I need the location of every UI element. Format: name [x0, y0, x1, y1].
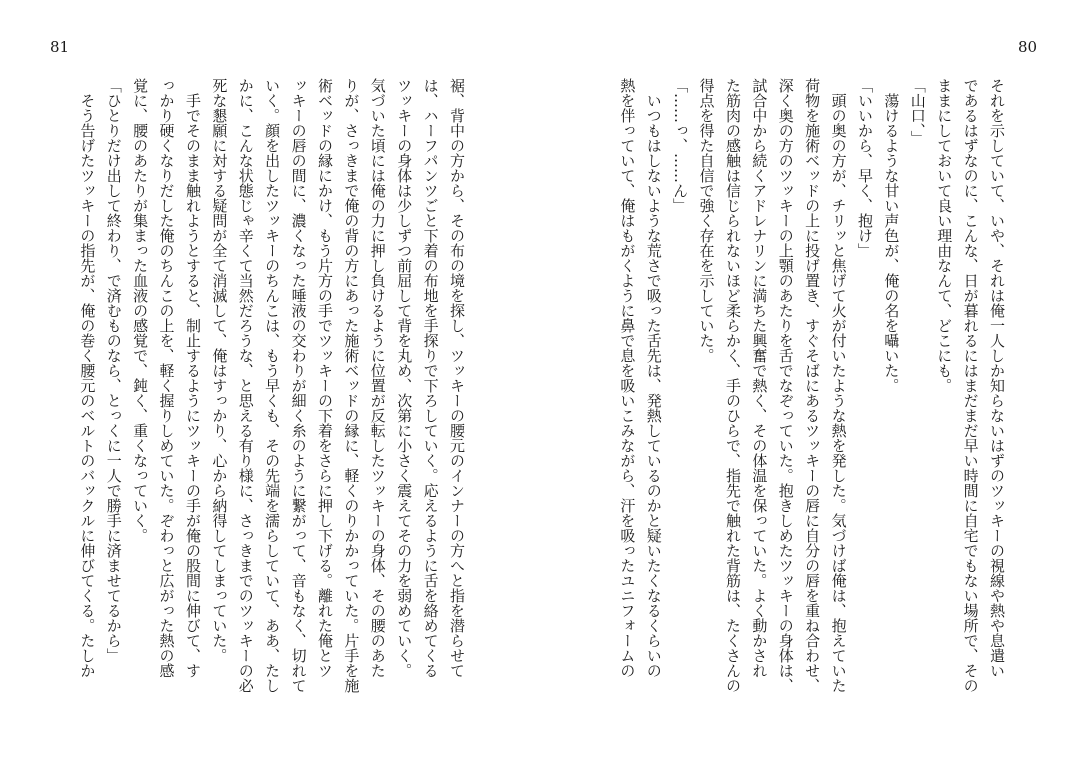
text-line: 試合中から続くアドレナリンに満ちた興奮で熱く、その体温を保っていた。よく動かされ: [750, 78, 769, 678]
text-line: 裾、背中の方から、その布の境を探し、ツッキーの腰元のインナーの方へと指を潜らせて: [448, 78, 466, 678]
text-line: 熱を伴っていて、俺はもがくように鼻で息を吸いこみながら、汗を吸ったユニフォームの: [618, 78, 637, 678]
text-line: それを示していて、いや、それは俺一人しか知らないはずのツッキーの視線や熱や息遣い: [988, 78, 1006, 678]
text-line: 気づいた頃には俺の力に押し負けるように位置が反転したツッキーの身体、その腰のあた: [368, 78, 387, 678]
text-line: 荷物を施術ベッドの上に投げ置き、すぐそばにあるツッキーの唇に自分の唇を重ね合わせ、: [803, 78, 822, 693]
text-line: 「いいから、早く、抱け」: [855, 78, 874, 258]
text-line: いく。顔を出したツッキーのちんこは、もう早くも、その先端を濡らしていて、ああ、たし: [263, 78, 282, 693]
text-line: 蕩けるような甘い声色が、俺の名を囁いた。: [882, 78, 901, 393]
text-line: 深く奥の方のツッキーの上顎のあたりを舌でなぞっていた。抱きしめたツッキーの身体は、: [776, 78, 795, 693]
text-line: 「……っ、……ん」: [671, 78, 690, 213]
page-number-left: 81: [50, 38, 70, 56]
text-line: 「ひとりだけ出して終わり、で済むものなら、とっくに一人で勝手に済ませてるから」: [104, 78, 123, 663]
text-line: 手でそのまま触れようとすると、制止するようにツッキーの手が俺の股間に伸びて、す: [183, 78, 202, 678]
text-line: そう告げたツッキーの指先が、俺の巻く腰元のベルトのバックルに伸びてくる。たしか: [78, 78, 97, 678]
text-line: ッキーの唇の間に、濃くなった唾液の交わりが細く糸のように繋がって、音もなく、切れて: [289, 78, 308, 693]
text-line: いつもはしないような荒さで吸った舌先は、発熱しているのかと疑いたくなるくらいの: [644, 78, 663, 678]
text-line: っかり硬くなりだした俺のちんこの上を、軽く握りしめていた。ぞわっと広がった熱の感: [157, 78, 176, 678]
text-line: かに、こんな状態じゃ辛くて当然だろうな、と思える有り様に、さっきまでのツッキーの必: [236, 78, 255, 693]
text-line: 「山口、」: [908, 78, 927, 146]
page-80-text: [618, 78, 1010, 738]
text-line: は、ハーフパンツごと下着の布地を手探りで下ろしていく。応えるように舌を絡めてくる: [421, 78, 440, 678]
text-line: 頭の奥の方が、チリッと焦げて火が付いたような熱を発した。気づけば俺は、抱えていた: [829, 78, 848, 693]
text-line: りが、さっきまで俺の背の方にあった施術ベッドの縁に、軽くのりかかっていた。片手を施: [342, 78, 361, 693]
text-line: 覚に、腰のあたりが集まった血液の感覚で、鈍く、重くなっていく。: [131, 78, 150, 543]
text-line: ままにしておいて良い理由なんて、どこにも。: [935, 78, 954, 393]
page-81-text: [58, 78, 470, 738]
text-line: ツッキーの身体は少しずつ前屈して背を丸め、次第に小さく震えてその力を弱めていく。: [395, 78, 414, 678]
text-line: 術ベッドの縁にかけ、もう片方の手でツッキーの下着をさらに押し下げる。離れた俺とツ: [315, 78, 334, 678]
text-line: 死な懇願に対する疑問が全て消滅して、俺はすっかり、心から納得してしまっていた。: [210, 78, 229, 663]
text-line: た筋肉の感触は信じられないほど柔らかく、手のひらで、指先で触れた背筋は、たくさんの: [723, 78, 742, 693]
page-number-right: 80: [1018, 38, 1038, 56]
text-line: 得点を得た自信で強く存在を示していた。: [697, 78, 716, 363]
text-line: であるはずなのに、こんな、日が暮れるにはまだまだ早い時間に自宅でもない場所で、その: [961, 78, 980, 693]
